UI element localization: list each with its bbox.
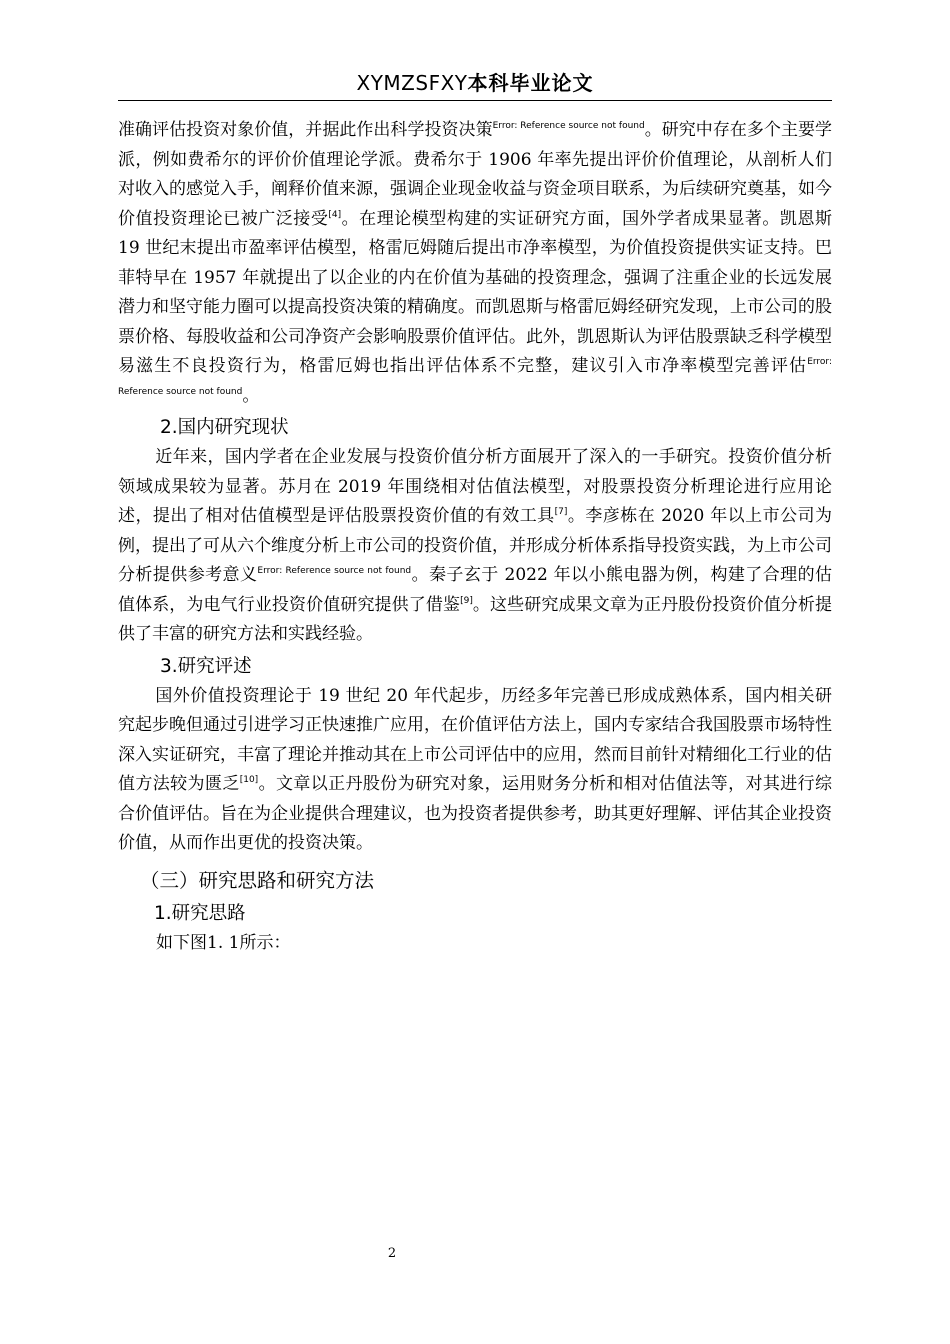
paragraph-research-review xyxy=(118,682,832,859)
reference-error-marker: Error: Reference source not found xyxy=(257,566,412,576)
citation-marker: [7] xyxy=(554,507,568,517)
header-thesis-title: 本科毕业论文 xyxy=(467,71,594,95)
citation-marker: [9] xyxy=(460,595,473,606)
reference-error-marker: Error: Reference source not found xyxy=(492,121,645,131)
paragraph-domestic-research xyxy=(118,443,832,650)
paragraph-text: 。 xyxy=(242,385,260,406)
paragraph-text: 国外价值投资理论于 19 世纪 20 年代起步，历经多年完善已形成成熟体系，国内相关研究起步晚但通过引进学习正快速推广应用，在价值评估方法上，国内专家结合我国股票市场特性深入实证研究，丰富了理论并推动其在上市公司评估中的应用，然而目前针对精细化工行业的估值方法较为匮乏 xyxy=(118,685,832,794)
figure-reference-line: 如下图1. 1所示： xyxy=(156,932,291,953)
header-divider xyxy=(118,100,832,101)
paragraph-text: 近年来，国内学者在企业发展与投资价值分析方面展开了深入的一手研究。投资价值分析领域成果较为显著。苏月在 2019 年围绕相对估值法模型，对股票投资分析理论进行应用论述，提出了相对估值模型是评估股票投资价值的有效工具 xyxy=(118,447,832,526)
paragraph-text: 。这些研究成果文章为正丹股份投资价值分析提供了丰富的研究方法和实践经验。 xyxy=(118,594,833,644)
page-header xyxy=(118,66,832,100)
reference-error-marker: Error: Reference source not found xyxy=(118,357,832,397)
citation-marker: [4] xyxy=(328,209,342,220)
paragraph-text: 。文章以正丹股份为研究对象，运用财务分析和相对估值法等，对其进行综合价值评估。旨在为企业提供合理建议，也为投资者提供参考，助其更好理解、评估其企业投资价值，从而作出更优的投资决策。 xyxy=(118,774,833,853)
document-body xyxy=(118,116,832,958)
paragraph-text: 。秦子玄于 2022 年以小熊电器为例，构建了合理的估值体系，为电气行业投资价值研究提供了借鉴 xyxy=(118,565,833,615)
paragraph-foreign-research xyxy=(118,116,832,411)
page-number: 2 xyxy=(387,1246,397,1261)
paragraph-text: 。在理论模型构建的实证研究方面，国外学者成果显著。凯恩斯 19 世纪末提出市盈率评估模型，格雷厄姆随后提出市净率模型，为价值投资提供实证支持。巴菲特早在 1957 年就提出了以企业的内在价值为基础的投资理念，强调了注重企业的长远发展潜力和坚守能力圈可以提高投资决策的精确度。而凯恩斯与格雷厄姆经研究发现，上市公司的股票价格、每股收益和公司净资产会影响股票价值评估。此外，凯恩斯认为评估股票缺乏科学模型易滋生不良投资行为，格雷厄姆也指出评估体系不完整，建议引入市净率模型完善评估 xyxy=(118,208,832,376)
paragraph-text: 。研究中存在多个主要学派，例如费希尔的评价价值理论学派。费希尔于 1906 年率先提出评价价值理论，从剖析人们对收入的感觉入手，阐释价值来源，强调企业现金收益与资金项目联系，为后续研究奠基，如今价值投资理论已被广泛接受 xyxy=(118,120,833,229)
header-school-code: XYMZSFXY xyxy=(356,71,468,95)
paragraph-text: 。李彦栋在 2020 年以上市公司为例，提出了可从六个维度分析上市公司的投资价值，并形成分析体系指导投资实践，为上市公司分析提供参考意义 xyxy=(118,506,833,585)
heading-research-idea: 1.研究思路 xyxy=(154,902,246,924)
heading-research-methods: （三）研究思路和研究方法 xyxy=(140,868,375,892)
heading-domestic-research: 2.国内研究现状 xyxy=(160,417,289,438)
citation-marker: [10] xyxy=(239,775,259,785)
paragraph-text: 准确评估投资对象价值，并据此作出科学投资决策 xyxy=(118,120,493,140)
heading-research-review: 3.研究评述 xyxy=(160,655,252,677)
